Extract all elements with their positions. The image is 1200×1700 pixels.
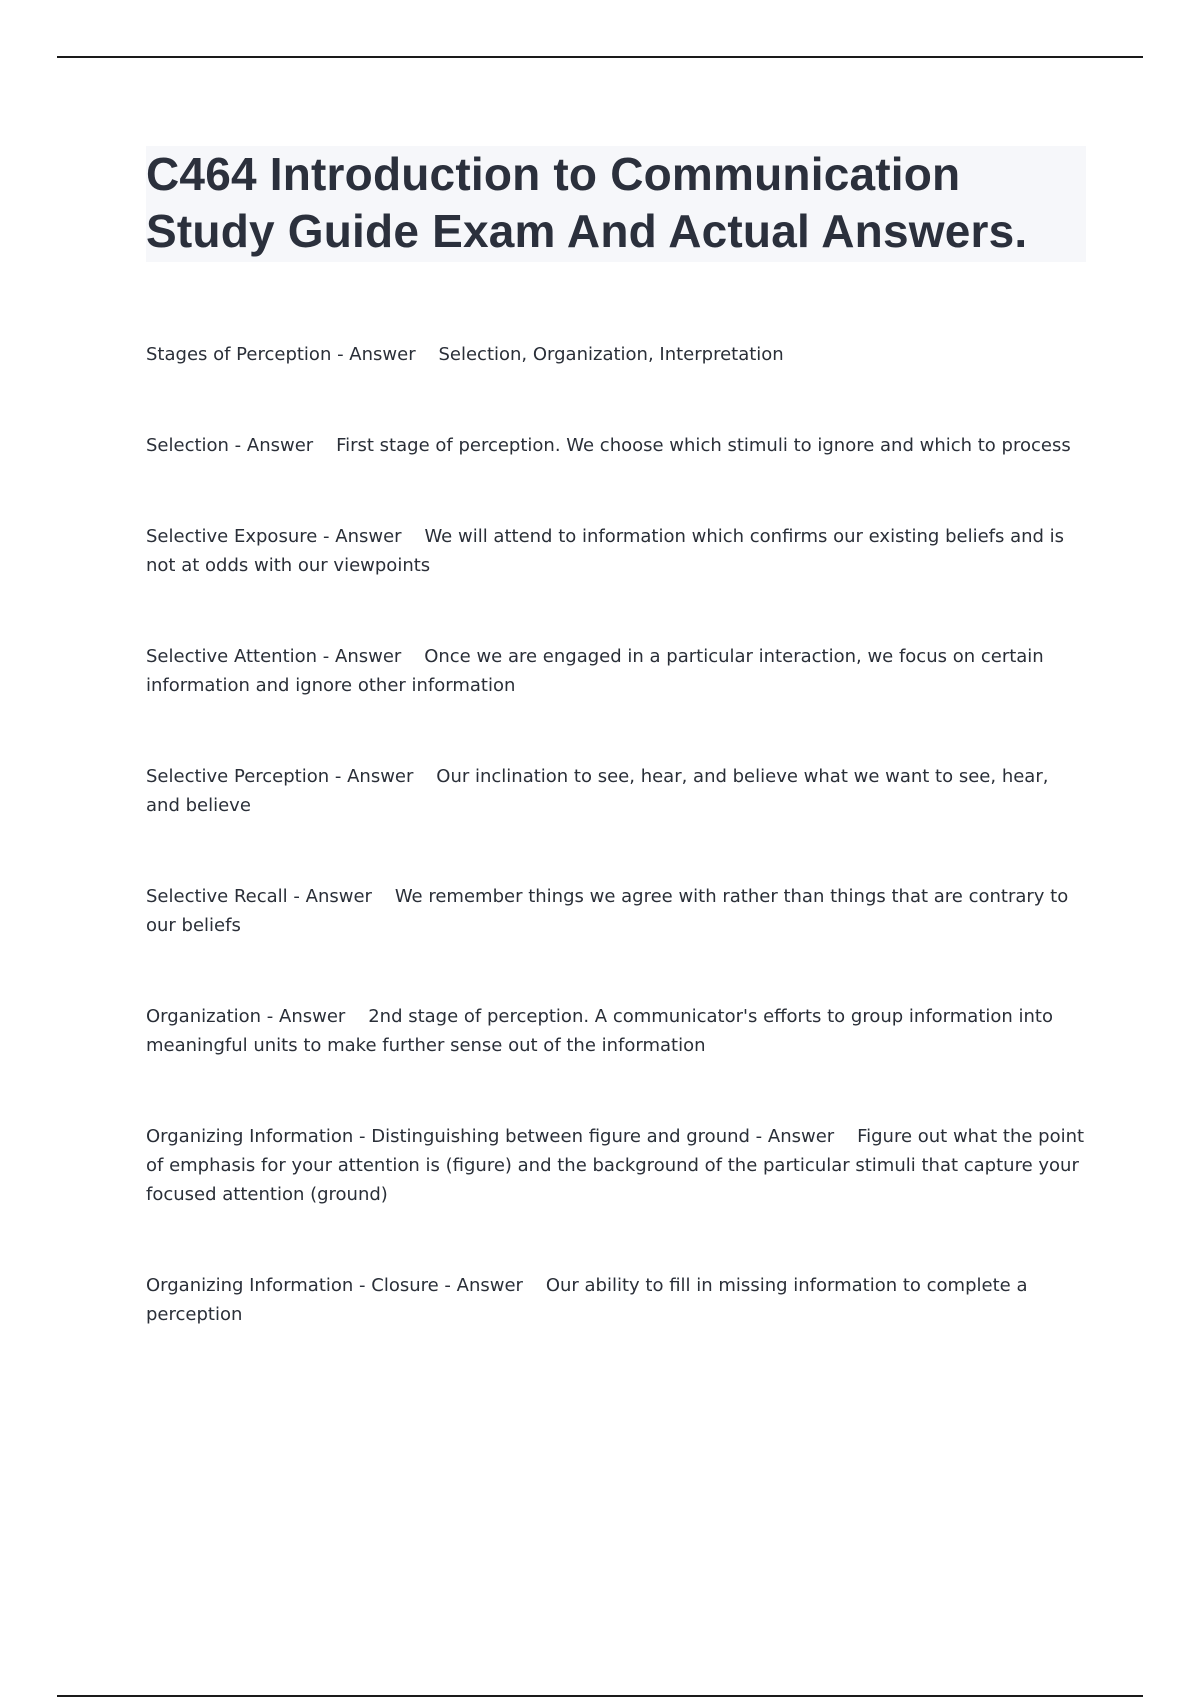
qa-answer: Our inclination to see, hear, and believe what we want to see, hear, and believe: [146, 766, 1049, 816]
qa-separator: - Answer: [749, 1126, 858, 1147]
qa-item-selective-recall: [146, 882, 1086, 940]
qa-term: Selective Attention: [146, 646, 318, 667]
qa-item-figure-and-ground: [146, 1122, 1086, 1209]
qa-item-selective-perception: [146, 762, 1086, 820]
qa-separator: - Answer: [261, 1006, 369, 1027]
qa-separator: - Answer: [228, 435, 337, 456]
qa-answer: Selection, Organization, Interpretation: [438, 344, 784, 365]
qa-term: Selective Exposure: [146, 526, 318, 547]
qa-item-selective-exposure: [146, 522, 1086, 580]
qa-separator: - Answer: [331, 344, 439, 365]
qa-answer: 2nd stage of perception. A communicator's efforts to group information into meaningful units to make further sense out of the information: [146, 1006, 1053, 1056]
qa-answer: We remember things we agree with rather than things that are contrary to our beliefs: [146, 886, 1069, 936]
document-title: C464 Introduction to Communication Study Guide Exam And Actual Answers.: [146, 148, 1028, 257]
qa-answer: Our ability to fill in missing information to complete a perception: [146, 1275, 1028, 1325]
qa-answer: First stage of perception. We choose which stimuli to ignore and which to process: [336, 435, 1071, 456]
qa-separator: - Answer: [287, 886, 395, 907]
qa-term: Selection: [146, 435, 229, 456]
qa-separator: - Answer: [317, 646, 425, 667]
qa-term: Organizing Information - Closure: [146, 1275, 439, 1296]
qa-separator: - Answer: [317, 526, 425, 547]
qa-answer: We will attend to information which confirms our existing beliefs and is not at odds with our viewpoints: [146, 526, 1065, 576]
qa-answer: Once we are engaged in a particular interaction, we focus on certain information and ignore other information: [146, 646, 1044, 696]
top-rule: [57, 56, 1143, 58]
qa-term: Stages of Perception: [146, 344, 332, 365]
title-block: [146, 146, 1086, 262]
qa-term: Organizing Information - Distinguishing between figure and ground: [146, 1126, 750, 1147]
qa-separator: - Answer: [438, 1275, 546, 1296]
qa-answer: Figure out what the point of emphasis for your attention is (figure) and the background of the particular stimuli that capture your focused attention (ground): [146, 1126, 1085, 1205]
qa-term: Organization: [146, 1006, 262, 1027]
bottom-rule: [57, 1695, 1143, 1697]
qa-separator: - Answer: [329, 766, 437, 787]
qa-item-selective-attention: [146, 642, 1086, 700]
qa-item-selection: [146, 431, 1086, 460]
qa-list: [146, 340, 1086, 1329]
qa-term: Selective Recall: [146, 886, 288, 907]
qa-item-stages-of-perception: [146, 340, 1086, 369]
qa-term: Selective Perception: [146, 766, 330, 787]
qa-item-closure: [146, 1271, 1086, 1329]
qa-item-organization: [146, 1002, 1086, 1060]
